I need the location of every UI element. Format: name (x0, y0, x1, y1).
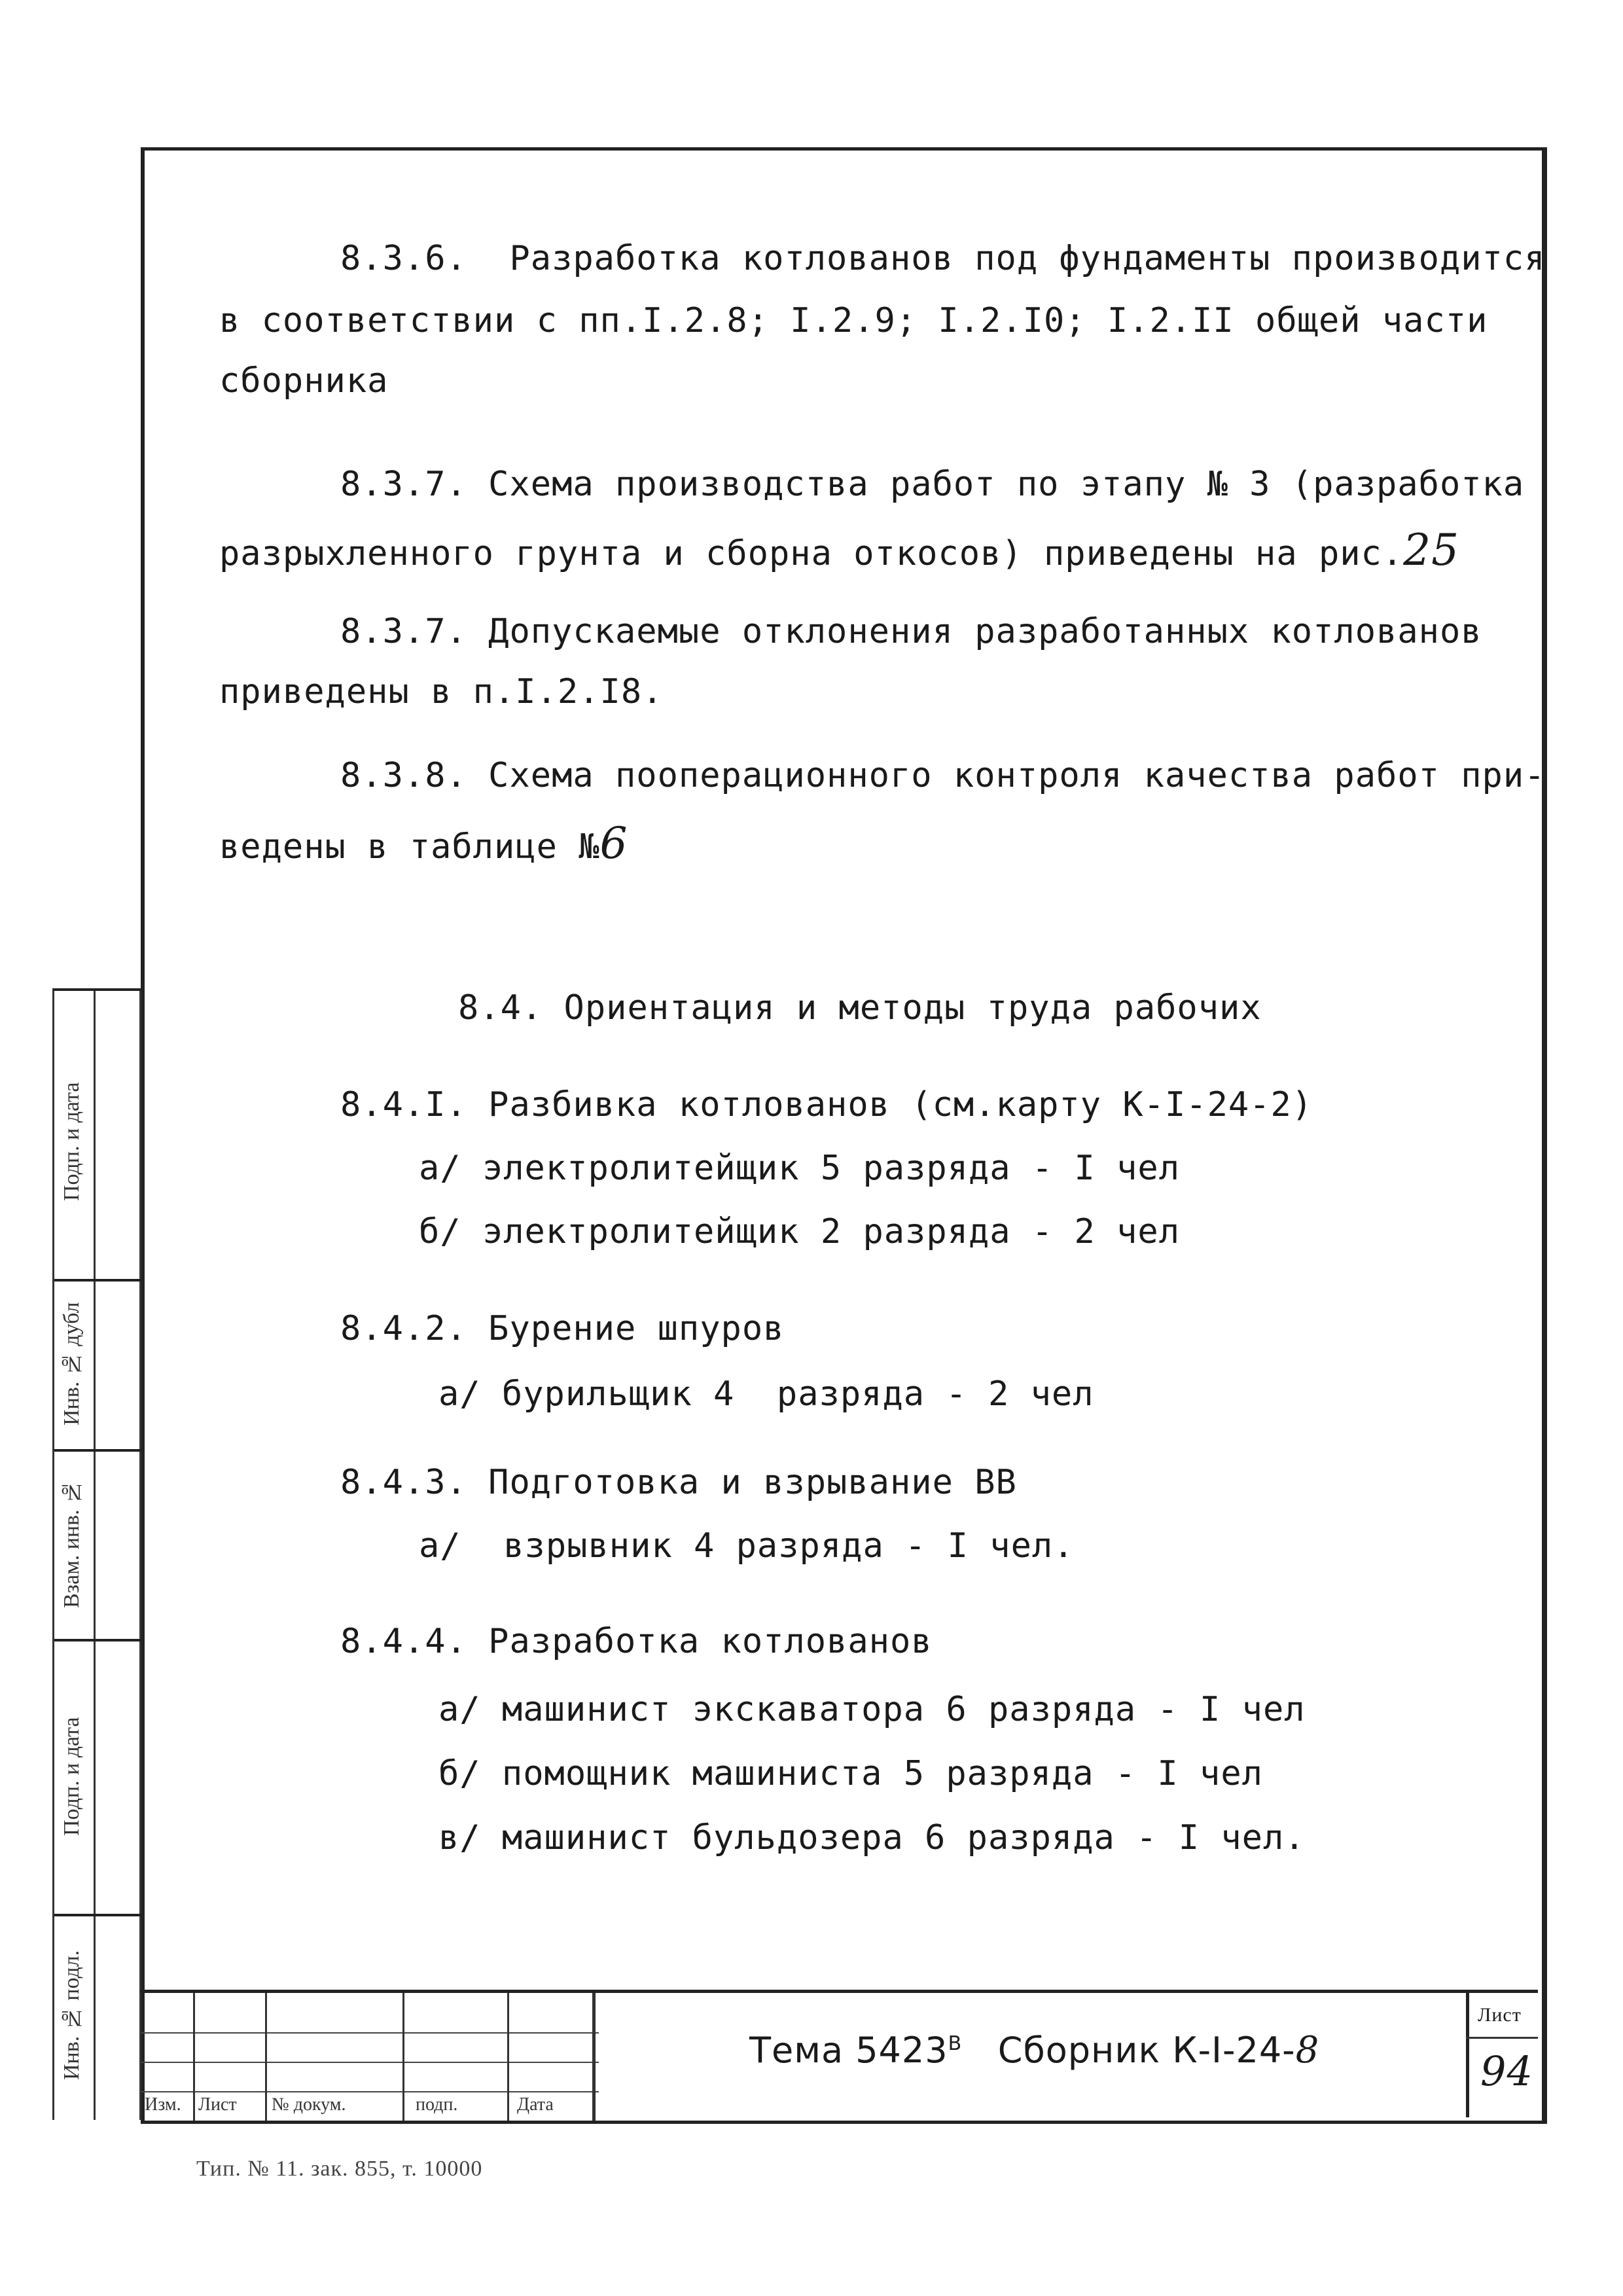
handwritten-table-number: 6 (599, 818, 628, 869)
para-8-3-8-line1: 8.3.8. Схема пооперационного контроля качества работ при- (340, 756, 1546, 795)
para-8-3-6-line1: 8.3.6. Разработка котлованов под фундаменты производится (340, 239, 1546, 278)
stamp-col-sheet: Лист (198, 2094, 237, 2115)
side-divider (54, 1279, 143, 1282)
para-8-3-8-text: ведены в таблице № (219, 827, 600, 867)
para-8-3-8-line2 (219, 818, 628, 869)
side-divider (54, 1449, 143, 1452)
stamp-col-change: Изм. (145, 2094, 181, 2115)
para-8-3-7a-line2 (219, 525, 1459, 575)
side-divider (54, 1914, 143, 1916)
side-label-sign-date-1: Подп. и дата (60, 1082, 84, 1201)
side-label-replace-inv: Взам. инв. № (60, 1479, 84, 1609)
para-8-3-6-line3: сборника (219, 361, 389, 401)
item-8-4-3: 8.4.3. Подготовка и взрывание ВВ (340, 1463, 1017, 1502)
stamp-col-line (592, 1993, 596, 2121)
section-8-4-heading: 8.4. Ориентация и методы труда рабочих (458, 988, 1262, 1028)
print-footer: Тип. № 11. зак. 855, т. 10000 (196, 2157, 483, 2181)
item-8-4-1: 8.4.I. Разбивка котлованов (см.карту К-I-24-2) (340, 1085, 1313, 1124)
para-8-3-7a-line1: 8.3.7. Схема производства работ по этапу № 3 (разработка (340, 465, 1525, 504)
item-8-4-3-a: а/ взрывник 4 разряда - I чел. (419, 1526, 1075, 1566)
item-8-4-4-b: б/ помощник машиниста 5 разряда - I чел (438, 1754, 1263, 1793)
item-8-4-1-a: а/ электролитейщик 5 разряда - I чел (419, 1149, 1181, 1188)
stamp-col-line (193, 1993, 195, 2121)
item-8-4-1-b: б/ электролитейщик 2 разряда - 2 чел (419, 1212, 1181, 1251)
side-label-dup-inv: Инв. № дубл (60, 1302, 84, 1426)
title-block (141, 1990, 1538, 2121)
stamp-col-date: Дата (517, 2094, 554, 2115)
stamp-col-signature: подп. (416, 2094, 458, 2115)
sheet-label: Лист (1478, 2004, 1522, 2026)
para-8-3-7a-text: разрыхленного грунта и сборна откосов) приведены на рис. (219, 534, 1404, 573)
stamp-col-line (507, 1993, 509, 2121)
stamp-row-line (141, 2062, 599, 2063)
stamp-title-handwritten-number: 8 (1295, 2029, 1320, 2072)
stamp-title-collection: Сборник К-I-24- (997, 2030, 1296, 2071)
stamp-col-line (402, 1993, 404, 2121)
para-8-3-7b-line1: 8.3.7. Допускаемые отклонения разработанных котлованов (340, 612, 1482, 651)
side-value-column (94, 991, 141, 2120)
side-stamp-strip (52, 988, 143, 2120)
side-label-orig-inv: Инв. № подл. (60, 1950, 84, 2081)
stamp-title (749, 2029, 1319, 2072)
stamp-title-main: Тема 5423 (749, 2030, 948, 2071)
stamp-col-doc-number: № докум. (272, 2094, 346, 2115)
item-8-4-4-a: а/ машинист экскаватора 6 разряда - I чел (438, 1690, 1306, 1729)
stamp-col-line (265, 1993, 267, 2121)
stamp-row-line (141, 2091, 599, 2092)
item-8-4-4: 8.4.4. Разработка котлованов (340, 1622, 933, 1661)
handwritten-figure-number: 25 (1403, 525, 1460, 575)
sheet-number-divider (1466, 2037, 1538, 2039)
sheet-number: 94 (1480, 2047, 1533, 2095)
stamp-title-spacer (962, 2030, 998, 2071)
stamp-title-superscript: В (948, 2032, 963, 2055)
para-8-3-7b-line2: приведены в п.I.2.I8. (219, 672, 664, 711)
item-8-4-2-a: а/ бурильщик 4 разряда - 2 чел (438, 1374, 1094, 1414)
stamp-row-line (141, 2032, 599, 2034)
side-label-sign-date-2: Подп. и дата (60, 1717, 84, 1836)
item-8-4-2: 8.4.2. Бурение шпуров (340, 1309, 785, 1348)
item-8-4-4-c: в/ машинист бульдозера 6 разряда - I чел. (438, 1818, 1306, 1857)
para-8-3-6-line2: в соответствии с пп.I.2.8; I.2.9; I.2.I0; I.2.II общей части (219, 301, 1488, 340)
side-divider (54, 1639, 143, 1641)
